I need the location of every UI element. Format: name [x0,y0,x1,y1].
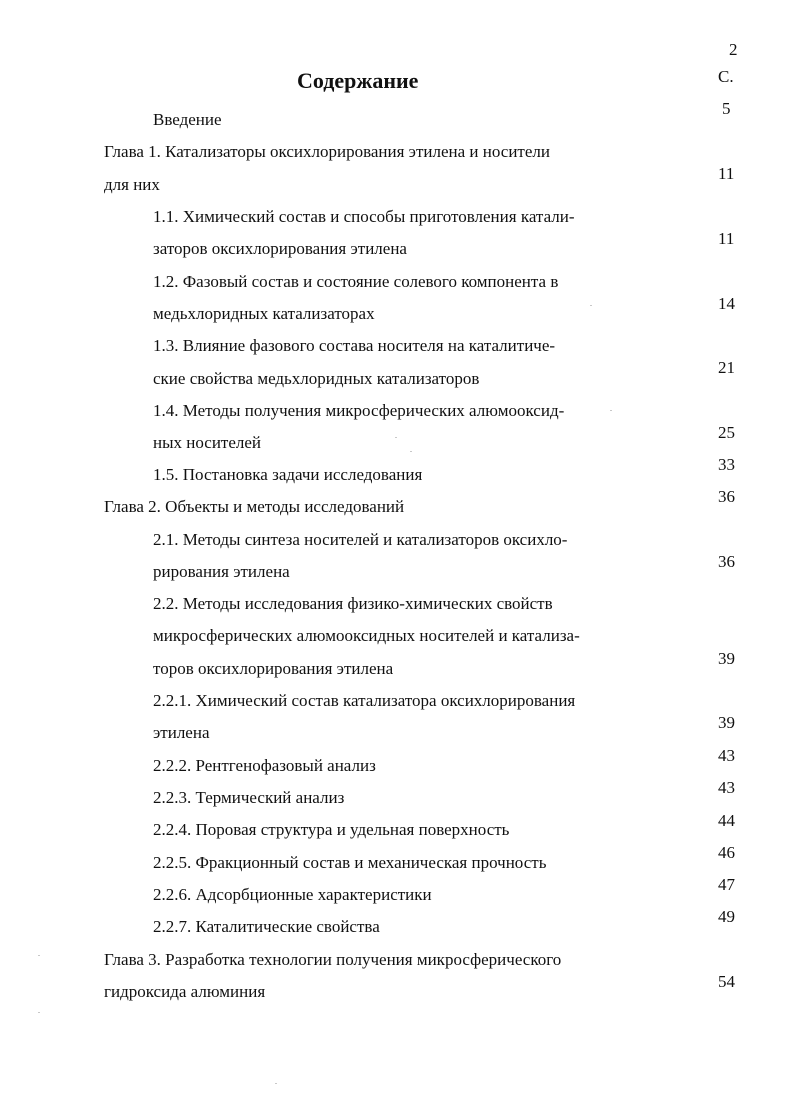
page-column-label: С. [718,67,734,86]
scan-speck [610,410,612,411]
toc-page-chapter-1: 11 [718,164,735,183]
toc-page-intro: 5 [722,99,731,118]
toc-entry-2-2-1-line-1: 2.2.1. Химический состав катализатора оксихлорирования [153,691,576,710]
toc-entry-1-3-line-1: 1.3. Влияние фазового состава носителя на каталитиче- [153,336,556,355]
page-title: Содержание [297,68,419,93]
scan-speck [590,305,592,306]
toc-page-2-2-1: 39 [718,713,735,732]
toc-entry-chapter-3-line-2: гидроксида алюминия [104,982,266,1001]
toc-page-2-2-3: 43 [718,778,735,797]
toc-page-1-5: 33 [718,455,735,474]
toc-entry-2-2-6: 2.2.6. Адсорбционные характеристики [153,885,432,904]
toc-entry-2-2-4: 2.2.4. Поровая структура и удельная поверхность [153,820,510,839]
toc-entry-1-5: 1.5. Постановка задачи исследования [153,465,423,484]
toc-entry-chapter-1-line-1: Глава 1. Катализаторы оксихлорирования этилена и носители [104,142,550,161]
toc-page-2-2-2: 43 [718,746,735,765]
toc-entry-2-2-line-1: 2.2. Методы исследования физико-химических свойств [153,594,553,613]
toc-page-2-2-5: 46 [718,843,735,862]
toc-page-1-4: 25 [718,423,735,442]
toc-entry-2-2-2: 2.2.2. Рентгенофазовый анализ [153,756,376,775]
scan-speck [395,437,397,438]
toc-entry-2-2-line-3: торов оксихлорирования этилена [153,659,394,678]
toc-entry-chapter-2: Глава 2. Объекты и методы исследований [104,497,405,516]
toc-page-1-3: 21 [718,358,735,377]
scan-speck [38,1012,40,1013]
toc-entry-chapter-3-line-1: Глава 3. Разработка технологии получения микросферического [104,950,562,969]
toc-entry-chapter-1-line-2: для них [104,175,160,194]
toc-entry-1-2-line-1: 1.2. Фазовый состав и состояние солевого компонента в [153,272,559,291]
scan-speck [275,1083,277,1084]
toc-entry-1-3-line-2: ские свойства медьхлоридных катализаторов [153,369,480,388]
toc-entry-2-2-3: 2.2.3. Термический анализ [153,788,345,807]
toc-entry-2-2-5: 2.2.5. Фракционный состав и механическая прочность [153,853,547,872]
toc-entry-1-4-line-1: 1.4. Методы получения микросферических алюмооксид- [153,401,565,420]
page-number: 2 [729,40,738,59]
toc-entry-2-1-line-2: рирования этилена [153,562,290,581]
toc-page-2-1: 36 [718,552,735,571]
toc-page-2-2: 39 [718,649,735,668]
toc-page-2-2-4: 44 [718,811,735,830]
toc-entry-1-4-line-2: ных носителей [153,433,262,452]
toc-entry-intro: Введение [153,110,222,129]
toc-page-1-1: 11 [718,229,735,248]
toc-page-1-2: 14 [718,294,735,313]
toc-entry-1-1-line-2: заторов оксихлорирования этилена [153,239,407,258]
toc-entry-2-2-line-2: микросферических алюмооксидных носителей и катализа- [153,626,580,645]
toc-page-chapter-2: 36 [718,487,735,506]
scan-speck [38,955,40,956]
toc-entry-2-2-1-line-2: этилена [153,723,210,742]
toc-entry-2-1-line-1: 2.1. Методы синтеза носителей и катализаторов оксихло- [153,530,568,549]
toc-entry-2-2-7: 2.2.7. Каталитические свойства [153,917,380,936]
toc-page-2-2-6: 47 [718,875,735,894]
toc-page-chapter-3: 54 [718,972,735,991]
toc-entry-1-1-line-1: 1.1. Химический состав и способы приготовления катали- [153,207,575,226]
toc-entry-1-2-line-2: медьхлоридных катализаторах [153,304,375,323]
toc-page-2-2-7: 49 [718,907,735,926]
scan-speck [410,451,412,452]
